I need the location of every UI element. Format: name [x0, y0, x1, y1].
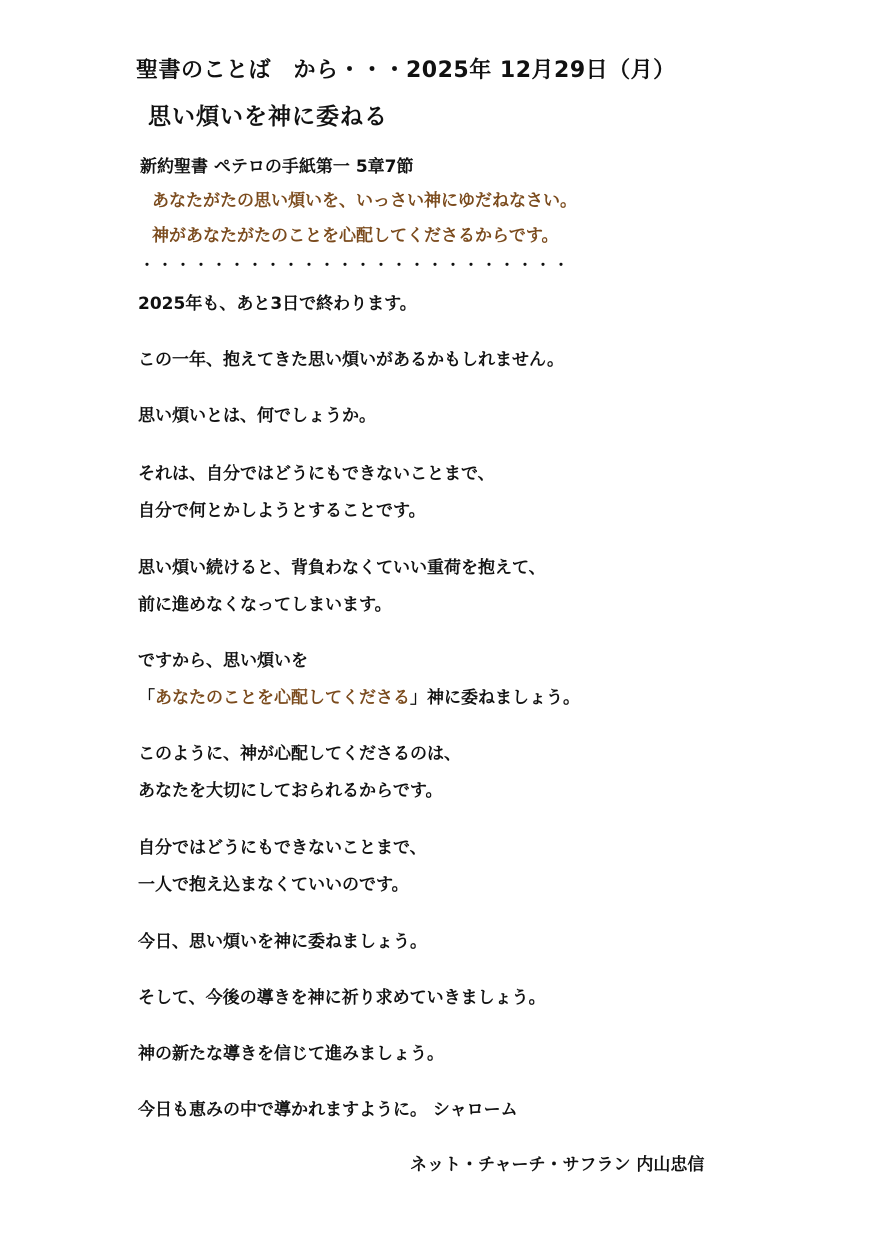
paragraph-7-line-2: あなたを大切にしておられるからです。 — [138, 781, 443, 801]
paragraph-7-line-1: このように、神が心配してくださるのは、 — [138, 744, 461, 764]
paragraph-4-line-1: それは、自分ではどうにもできないことまで、 — [138, 464, 495, 484]
paragraph-6-line-2 — [138, 688, 580, 708]
paragraph-9: 今日、思い煩いを神に委ねましょう。 — [138, 932, 427, 952]
paragraph-11: 神の新たな導きを信じて進みましょう。 — [138, 1044, 444, 1064]
paragraph-8-line-1: 自分ではどうにもできないことまで、 — [138, 838, 427, 858]
paragraph-3: 思い煩いとは、何でしょうか。 — [138, 406, 376, 426]
paragraph-5-line-2: 前に進めなくなってしまいます。 — [138, 595, 392, 615]
paragraph-10: そして、今後の導きを神に祈り求めていきましょう。 — [138, 988, 546, 1008]
paragraph-8-line-2: 一人で抱え込まなくていいのです。 — [138, 875, 409, 895]
quote-open: 「 — [138, 688, 155, 708]
page-title: 思い煩いを神に委ねる — [148, 104, 388, 130]
paragraph-4-line-2: 自分で何とかしようとすることです。 — [138, 501, 426, 521]
paragraph-1: 2025年も、あと3日で終わります。 — [138, 294, 417, 314]
scripture-reference: 新約聖書 ペテロの手紙第一 5章7節 — [140, 157, 414, 177]
paragraph-12: 今日も恵みの中で導かれますように。 シャローム — [138, 1100, 518, 1120]
author-signature: ネット・チャーチ・サフラン 内山忠信 — [410, 1155, 705, 1175]
dotted-separator: ・・・・・・・・・・・・・・・・・・・・・・・・ — [140, 258, 572, 274]
scripture-verse-line-1: あなたがたの思い煩いを、いっさい神にゆだねなさい。 — [152, 191, 577, 211]
paragraph-6-line-1: ですから、思い煩いを — [138, 651, 308, 671]
paragraph-5-line-1: 思い煩い続けると、背負わなくていい重荷を抱えて、 — [138, 558, 546, 578]
quote-close-and-text: 」神に委ねましょう。 — [410, 688, 580, 708]
header-date-line: 聖書のことば から・・・2025年 12月29日（月） — [136, 58, 676, 83]
highlighted-phrase: あなたのことを心配してくださる — [155, 688, 410, 708]
paragraph-2: この一年、抱えてきた思い煩いがあるかもしれません。 — [138, 350, 565, 370]
scripture-verse-line-2: 神があなたがたのことを心配してくださるからです。 — [152, 226, 559, 246]
